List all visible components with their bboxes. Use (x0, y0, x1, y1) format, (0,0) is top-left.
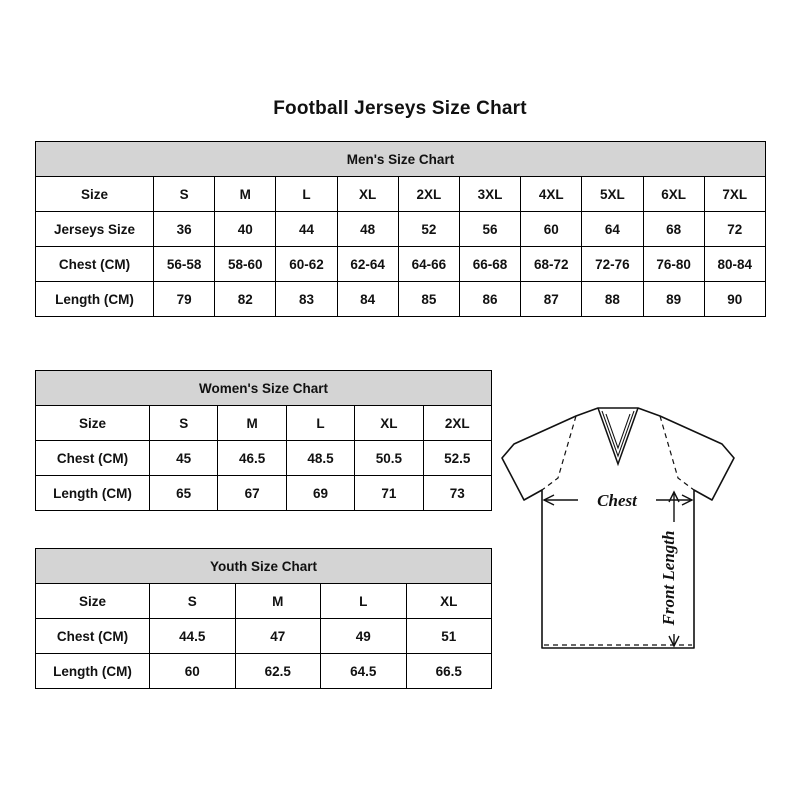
table-row (36, 177, 766, 212)
table-cell: 66-68 (459, 247, 520, 282)
column-header: XL (355, 406, 423, 441)
table-section-header (36, 371, 492, 406)
table-cell: 48 (337, 212, 398, 247)
row-label: Size (36, 177, 154, 212)
table-row (36, 282, 766, 317)
table-cell: 60 (521, 212, 582, 247)
table-cell: 79 (154, 282, 215, 317)
column-header: M (235, 584, 321, 619)
column-header: S (154, 177, 215, 212)
row-label: Chest (CM) (36, 247, 154, 282)
table-cell: 64-66 (398, 247, 459, 282)
table-section-header (36, 142, 766, 177)
table-cell: 45 (150, 441, 218, 476)
table-cell: 64.5 (321, 654, 407, 689)
table-cell: 84 (337, 282, 398, 317)
mens-size-chart-table (35, 141, 766, 317)
table-cell: 87 (521, 282, 582, 317)
table-cell: 46.5 (218, 441, 286, 476)
mens-section-title: Men's Size Chart (36, 142, 766, 177)
table-cell: 52 (398, 212, 459, 247)
table-cell: 62.5 (235, 654, 321, 689)
youth-section-title: Youth Size Chart (36, 549, 492, 584)
chest-measurement-label: Chest (597, 491, 637, 510)
column-header: 3XL (459, 177, 520, 212)
table-cell: 68 (643, 212, 704, 247)
column-header: S (150, 584, 236, 619)
column-header: 6XL (643, 177, 704, 212)
table-row (36, 406, 492, 441)
table-cell: 60 (150, 654, 236, 689)
row-label: Chest (CM) (36, 441, 150, 476)
column-header: L (321, 584, 407, 619)
page-title: Football Jerseys Size Chart (273, 98, 527, 119)
column-header: 2XL (398, 177, 459, 212)
table-cell: 44 (276, 212, 337, 247)
column-header: S (150, 406, 218, 441)
table-cell: 83 (276, 282, 337, 317)
table-cell: 73 (423, 476, 491, 511)
table-cell: 58-60 (215, 247, 276, 282)
table-cell: 52.5 (423, 441, 491, 476)
table-row (36, 619, 492, 654)
table-cell: 68-72 (521, 247, 582, 282)
youth-size-chart-table (35, 548, 492, 689)
table-cell: 66.5 (406, 654, 492, 689)
table-cell: 40 (215, 212, 276, 247)
table-cell: 71 (355, 476, 423, 511)
table-cell: 82 (215, 282, 276, 317)
table-cell: 50.5 (355, 441, 423, 476)
table-cell: 44.5 (150, 619, 236, 654)
table-cell: 67 (218, 476, 286, 511)
column-header: 4XL (521, 177, 582, 212)
table-cell: 69 (286, 476, 354, 511)
column-header: 2XL (423, 406, 491, 441)
table-cell: 60-62 (276, 247, 337, 282)
table-cell: 64 (582, 212, 643, 247)
table-cell: 47 (235, 619, 321, 654)
table-cell: 89 (643, 282, 704, 317)
row-label: Length (CM) (36, 282, 154, 317)
shirt-measurement-diagram (498, 392, 776, 692)
table-row (36, 654, 492, 689)
row-label: Length (CM) (36, 654, 150, 689)
table-cell: 48.5 (286, 441, 354, 476)
table-row (36, 584, 492, 619)
column-header: XL (406, 584, 492, 619)
row-label: Chest (CM) (36, 619, 150, 654)
table-row (36, 212, 766, 247)
table-cell: 88 (582, 282, 643, 317)
column-header: 5XL (582, 177, 643, 212)
table-row (36, 247, 766, 282)
table-cell: 80-84 (704, 247, 765, 282)
row-label: Size (36, 584, 150, 619)
table-cell: 85 (398, 282, 459, 317)
front-length-measurement-label: Front Length (659, 530, 678, 626)
table-cell: 56 (459, 212, 520, 247)
column-header: 7XL (704, 177, 765, 212)
table-cell: 36 (154, 212, 215, 247)
womens-section-title: Women's Size Chart (36, 371, 492, 406)
table-cell: 90 (704, 282, 765, 317)
table-cell: 62-64 (337, 247, 398, 282)
table-row (36, 476, 492, 511)
column-header: XL (337, 177, 398, 212)
table-row (36, 441, 492, 476)
table-cell: 86 (459, 282, 520, 317)
womens-size-chart-table (35, 370, 492, 511)
table-cell: 65 (150, 476, 218, 511)
table-cell: 56-58 (154, 247, 215, 282)
table-cell: 72-76 (582, 247, 643, 282)
row-label: Size (36, 406, 150, 441)
row-label: Length (CM) (36, 476, 150, 511)
table-cell: 51 (406, 619, 492, 654)
table-section-header (36, 549, 492, 584)
column-header: L (276, 177, 337, 212)
table-cell: 49 (321, 619, 407, 654)
table-cell: 72 (704, 212, 765, 247)
column-header: L (286, 406, 354, 441)
column-header: M (215, 177, 276, 212)
column-header: M (218, 406, 286, 441)
row-label: Jerseys Size (36, 212, 154, 247)
table-cell: 76-80 (643, 247, 704, 282)
